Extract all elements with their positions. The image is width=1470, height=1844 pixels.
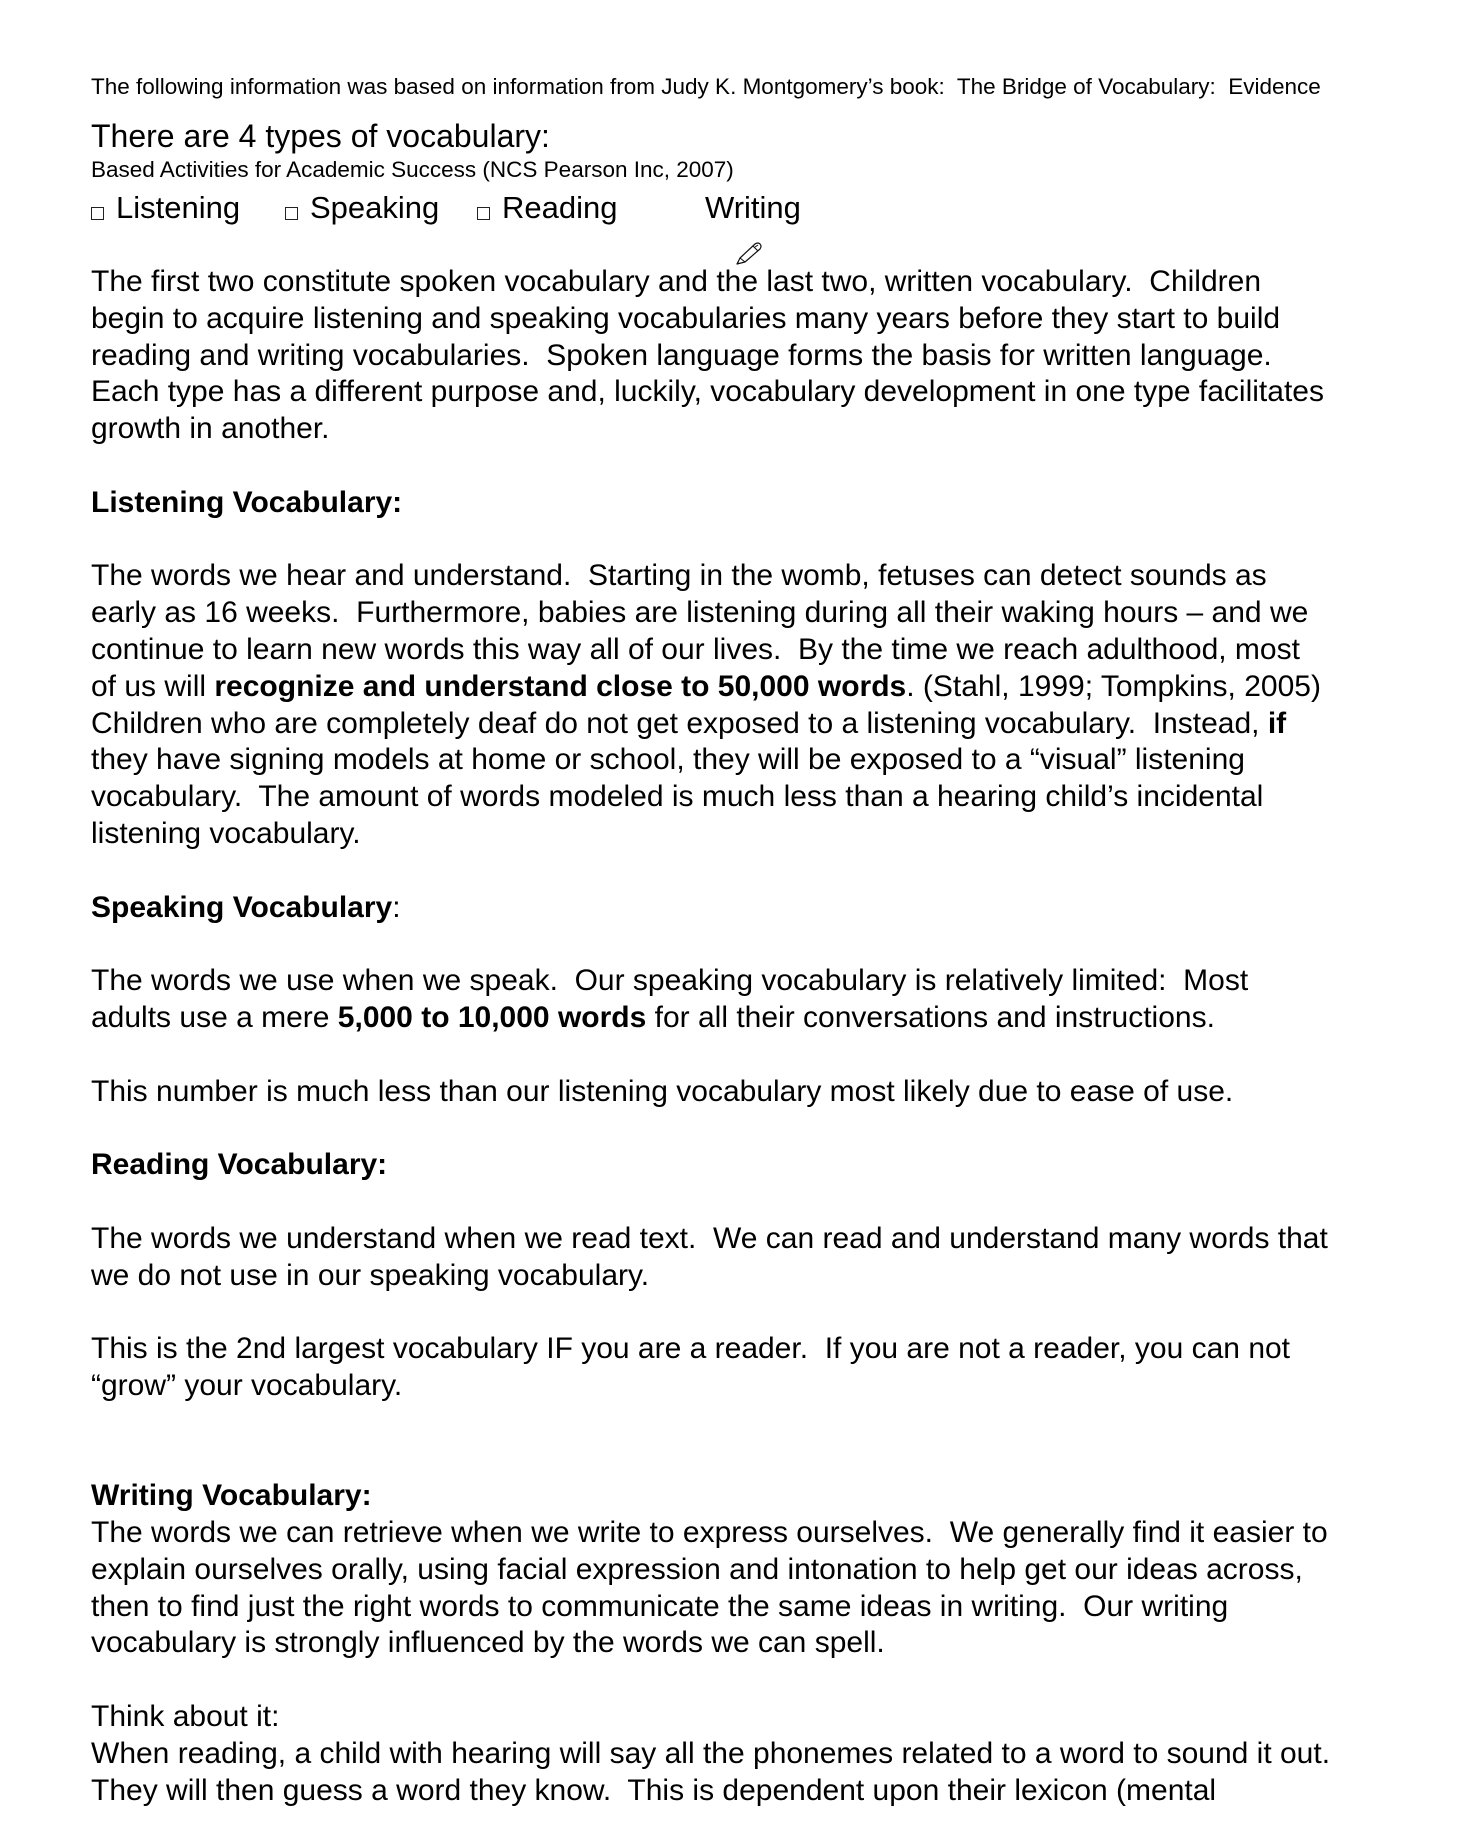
paragraph-line	[91, 1221, 1330, 1258]
type-label: Reading	[502, 190, 618, 225]
type-label: Writing	[705, 190, 801, 225]
paragraph-line	[91, 742, 1330, 779]
paragraph-line	[91, 1258, 1330, 1295]
bold-text: 5,000 to 10,000 words	[337, 1000, 647, 1034]
blank-line	[91, 1184, 1330, 1221]
paragraph-line	[91, 338, 1330, 375]
paragraph-line	[91, 669, 1330, 706]
text: they have signing models at home or school, they will be exposed to a “visual” listening	[91, 743, 1245, 777]
bold-text: Writing Vocabulary:	[91, 1479, 372, 1513]
paragraph-line	[91, 779, 1330, 816]
paragraph-line	[91, 816, 1330, 853]
bold-text: Reading Vocabulary:	[91, 1148, 388, 1182]
type-item-reading	[477, 188, 617, 228]
text: This is the 2nd largest vocabulary IF you are a reader. If you are not a reader, you can not	[91, 1332, 1291, 1366]
text: The words we understand when we read text. We can read and understand many words that	[91, 1221, 1328, 1255]
section-heading	[91, 1147, 1330, 1184]
bold-text: recognize and understand close to 50,000 words	[214, 669, 907, 703]
text: adults use a mere	[91, 1000, 338, 1034]
text: we do not use in our speaking vocabulary.	[91, 1258, 650, 1292]
text: explain ourselves orally, using facial expression and intonation to help get our ideas across,	[91, 1552, 1303, 1586]
text: The words we use when we speak. Our speaking vocabulary is relatively limited: Most	[91, 964, 1249, 998]
paragraph-line	[91, 264, 1330, 301]
paragraph-line	[91, 1736, 1330, 1773]
paragraph-line	[91, 301, 1330, 338]
text: begin to acquire listening and speaking vocabularies many years before they start to build	[91, 301, 1281, 335]
blank-line	[91, 926, 1330, 963]
paragraph-line	[91, 1515, 1330, 1552]
text: The words we can retrieve when we write to express ourselves. We generally find it easier to	[91, 1516, 1328, 1550]
paragraph-line	[91, 1589, 1330, 1626]
source-note-line: Based Activities for Academic Success (NCS Pearson Inc, 2007)	[91, 156, 734, 182]
bold-text: Speaking Vocabulary	[91, 890, 393, 924]
paragraph-line	[91, 1699, 1330, 1736]
paragraph-line	[91, 1331, 1330, 1368]
section-heading	[91, 890, 1330, 927]
paragraph-line	[91, 1773, 1330, 1810]
bold-text: Listening Vocabulary:	[91, 485, 403, 519]
paragraph-line	[91, 1000, 1330, 1037]
checkbox-empty-icon	[285, 207, 298, 220]
paragraph-line	[91, 1074, 1330, 1111]
blank-line	[91, 1110, 1330, 1147]
text: “grow” your vocabulary.	[91, 1368, 403, 1402]
section-heading	[91, 485, 1330, 522]
paragraph-line	[91, 411, 1330, 448]
text: reading and writing vocabularies. Spoken language forms the basis for written language.	[91, 338, 1272, 372]
checkbox-empty-icon	[91, 207, 104, 220]
text: . (Stahl, 1999; Tompkins, 2005)	[906, 669, 1321, 703]
text: The first two constitute spoken vocabulary and the last two, written vocabulary. Children	[91, 265, 1262, 298]
paragraph-line	[91, 963, 1330, 1000]
paragraph-line	[91, 558, 1330, 595]
paragraph-line	[91, 1625, 1330, 1662]
bold-text: if	[1267, 706, 1287, 740]
paragraph-line	[91, 706, 1330, 743]
paragraph-line	[91, 1368, 1330, 1405]
text: Each type has a different purpose and, luckily, vocabulary development in one type facilitates	[91, 375, 1324, 409]
type-item-speaking	[285, 188, 439, 228]
blank-line	[91, 522, 1330, 559]
text: then to find just the right words to communicate the same ideas in writing. Our writing	[91, 1589, 1229, 1623]
paragraph-line	[91, 595, 1330, 632]
text: listening vocabulary.	[91, 816, 361, 850]
source-note-line: The following information was based on information from Judy K. Montgomery’s book: The Bridge of Vocabulary: Evidence	[91, 74, 1321, 99]
blank-line	[91, 1294, 1330, 1331]
text: Children who are completely deaf do not get exposed to a listening vocabulary. Instead,	[91, 706, 1268, 740]
text: The words we hear and understand. Starting in the womb, fetuses can detect sounds as	[91, 559, 1267, 593]
blank-line	[91, 853, 1330, 890]
section-heading	[91, 1478, 1330, 1515]
vocabulary-types-list	[0, 188, 1470, 228]
paragraph-line	[91, 374, 1330, 411]
paragraph-line	[91, 1552, 1330, 1589]
blank-line	[91, 448, 1330, 485]
text: early as 16 weeks. Furthermore, babies are listening during all their waking hours – and we	[91, 596, 1309, 630]
text: vocabulary. The amount of words modeled is much less than a hearing child’s incidental	[91, 780, 1264, 814]
blank-line	[91, 1442, 1330, 1479]
text: growth in another.	[91, 412, 330, 446]
checkbox-empty-icon	[477, 207, 490, 220]
text: of us will	[91, 669, 215, 703]
paragraph-line	[91, 632, 1330, 669]
body-text	[91, 264, 1330, 1809]
type-label: Listening	[116, 190, 241, 225]
type-item-writing	[665, 188, 801, 228]
blank-line	[91, 1662, 1330, 1699]
text: for all their conversations and instructions.	[646, 1000, 1215, 1034]
blank-line	[91, 1405, 1330, 1442]
text: Think about it:	[91, 1700, 280, 1734]
type-item-listening	[91, 188, 240, 228]
pen-icon	[665, 197, 695, 223]
intro-text: There are 4 types of vocabulary:	[91, 118, 550, 154]
text: This number is much less than our listening vocabulary most likely due to ease of use.	[91, 1074, 1234, 1108]
text: vocabulary is strongly influenced by the words we can spell.	[91, 1626, 885, 1660]
type-label: Speaking	[310, 190, 440, 225]
text: They will then guess a word they know. This is dependent upon their lexicon (mental	[91, 1773, 1217, 1807]
text: :	[392, 890, 401, 924]
text: continue to learn new words this way all of our lives. By the time we reach adulthood, most	[91, 632, 1300, 666]
text: When reading, a child with hearing will say all the phonemes related to a word to sound it out.	[91, 1736, 1331, 1770]
blank-line	[91, 1037, 1330, 1074]
